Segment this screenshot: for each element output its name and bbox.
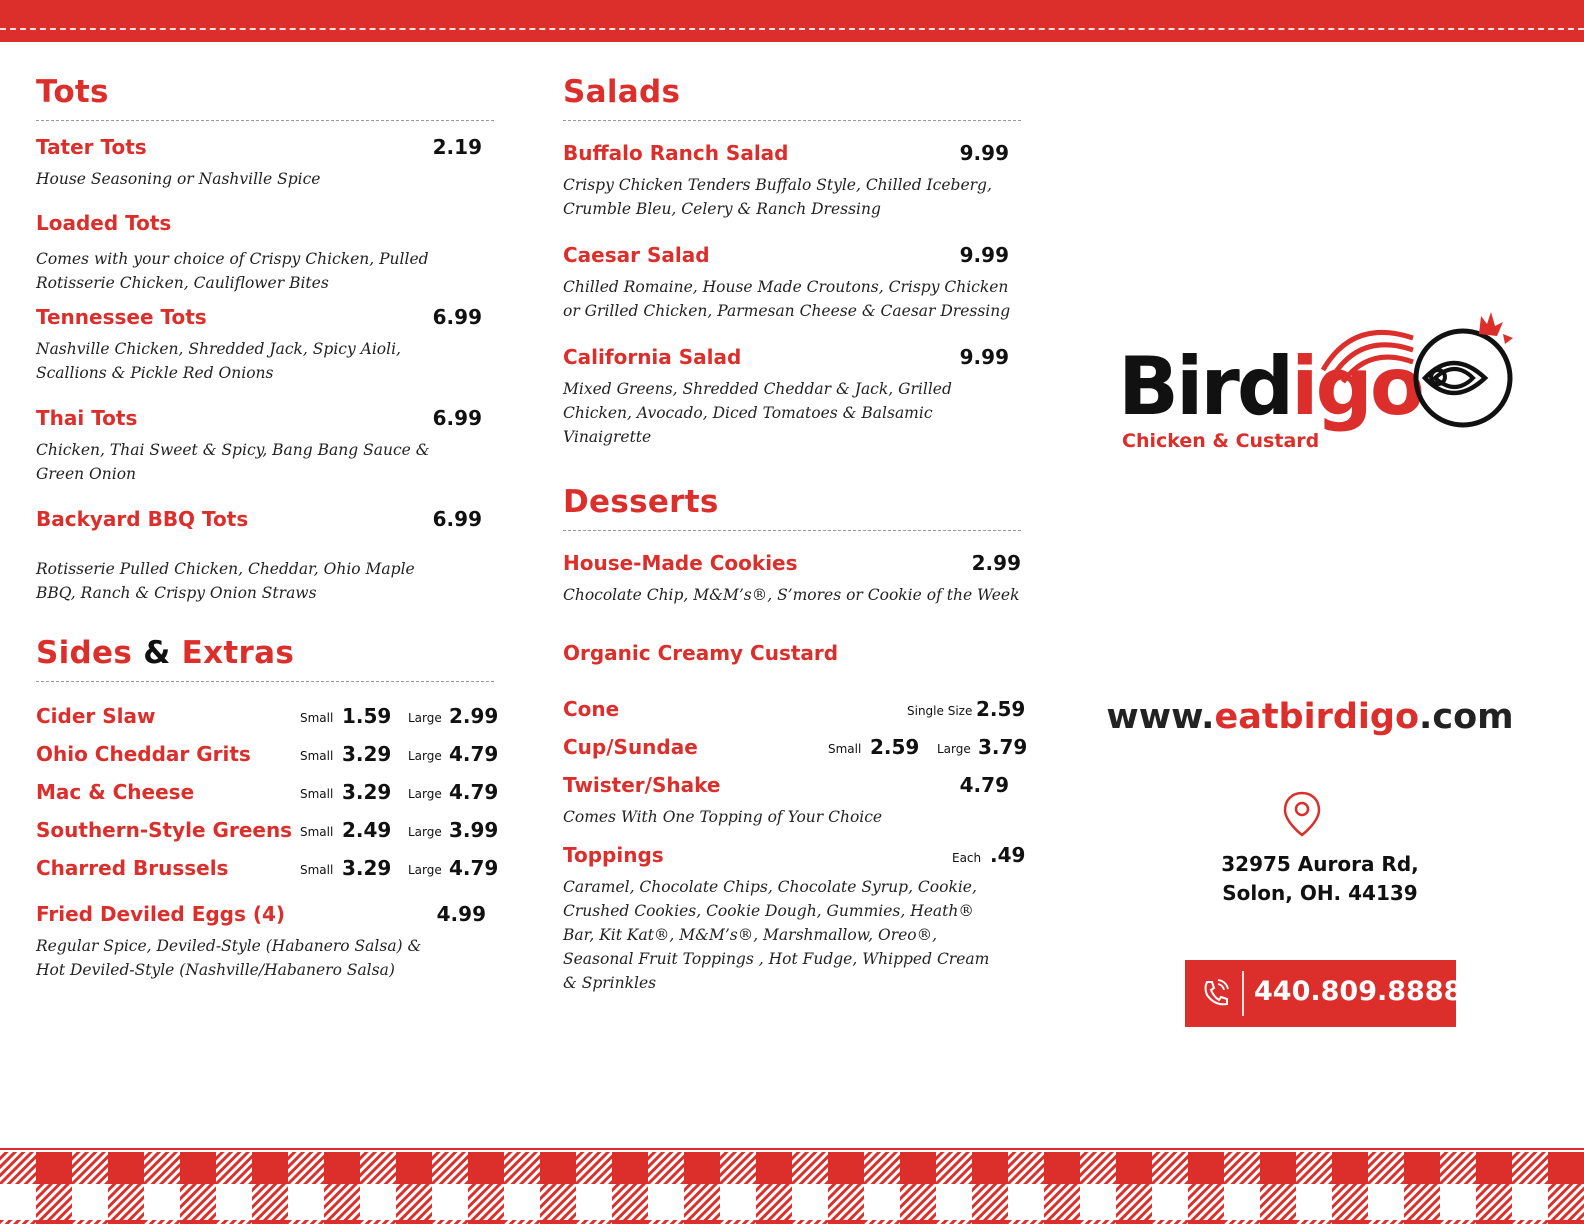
- section-title-salads: Salads: [563, 74, 681, 110]
- section-title-tots: Tots: [36, 74, 109, 110]
- small-label: Small: [300, 787, 334, 801]
- small-label: Small: [300, 825, 334, 839]
- item-price: 4.79: [959, 773, 1009, 797]
- item-price: 6.99: [432, 406, 482, 430]
- title-word: Extras: [181, 635, 295, 671]
- item-price: 9.99: [959, 243, 1009, 267]
- item-description: House Seasoning or Nashville Spice: [36, 170, 321, 188]
- item-description: Caramel, Chocolate Chips, Chocolate Syrup, Cookie, Crushed Cookies, Cookie Dough, Gummies, Heath® Bar, Kit Kat®, M&M’s®, Marshmallow, Oreo®, Seasonal Fruit Toppings , Hot Fudge, Whipped Cream & Sprinkles: [563, 878, 990, 992]
- section-title-sides-extras: [36, 631, 494, 675]
- large-label: Large: [408, 863, 442, 877]
- menu-item-tater-tots: [36, 131, 494, 207]
- phone-number: 440.809.8888: [1254, 976, 1463, 1007]
- item-name: Backyard BBQ Tots: [36, 507, 249, 531]
- menu-item-buffalo-ranch-salad: [563, 141, 1021, 243]
- address-line-1: 32975 Aurora Rd,: [1221, 852, 1419, 876]
- url-main: eatbirdigo: [1214, 697, 1420, 737]
- large-price: 4.79: [449, 856, 499, 880]
- large-price: 4.79: [449, 742, 499, 766]
- small-label: Small: [300, 711, 334, 725]
- item-name: Charred Brussels: [36, 856, 229, 880]
- menu-item-mac-cheese: [36, 774, 499, 812]
- item-price: 2.59: [976, 697, 1026, 721]
- item-name: Loaded Tots: [36, 211, 172, 235]
- brand-logo: [1118, 300, 1538, 470]
- small-label: Small: [300, 749, 334, 763]
- item-name: Tennessee Tots: [36, 305, 207, 329]
- large-price: 3.99: [449, 818, 499, 842]
- item-price: 2.99: [971, 551, 1021, 575]
- menu-item-cone: [563, 691, 1026, 729]
- item-description: Nashville Chicken, Shredded Jack, Spicy Aioli, Scallions & Pickle Red Onions: [36, 340, 401, 382]
- menu-item-tennessee-tots: [36, 301, 494, 402]
- item-name: Cup/Sundae: [563, 735, 698, 759]
- item-name: House-Made Cookies: [563, 551, 798, 575]
- each-label: Each: [952, 851, 982, 865]
- logo-word-black: Bird: [1118, 340, 1292, 433]
- menu-item-backyard-bbq-tots: [36, 503, 494, 613]
- section-divider: [563, 120, 1021, 121]
- item-price: .49: [990, 843, 1026, 867]
- item-name: Caesar Salad: [563, 243, 710, 267]
- item-description: Chilled Romaine, House Made Croutons, Crispy Chicken or Grilled Chicken, Parmesan Cheese & Caesar Dressing: [563, 278, 1011, 320]
- small-label: Small: [300, 863, 334, 877]
- menu-item-toppings: [563, 843, 1026, 995]
- top-banner: [0, 0, 1584, 42]
- gingham-border: [0, 1148, 1584, 1224]
- item-price: 9.99: [959, 345, 1009, 369]
- item-name: Cider Slaw: [36, 704, 156, 728]
- menu-item-southern-style-greens: [36, 812, 499, 850]
- phone-button[interactable]: [1185, 960, 1463, 1027]
- small-label: Small: [828, 742, 862, 756]
- title-word: Sides: [36, 635, 133, 671]
- large-label: Large: [408, 787, 442, 801]
- large-price: 2.99: [449, 704, 499, 728]
- item-name: Ohio Cheddar Grits: [36, 742, 251, 766]
- logo-word-red: igo: [1291, 340, 1422, 433]
- item-name: Cone: [563, 697, 620, 721]
- large-label: Large: [408, 749, 442, 763]
- title-ampersand: &: [143, 635, 171, 671]
- large-label: Large: [937, 742, 971, 756]
- menu-item-cider-slaw: [36, 698, 499, 736]
- item-price: 4.99: [436, 902, 486, 926]
- item-description: Chocolate Chip, M&M’s®, S’mores or Cookie of the Week: [563, 586, 1020, 604]
- small-price: 3.29: [342, 856, 392, 880]
- item-name: Mac & Cheese: [36, 780, 195, 804]
- item-description: Comes With One Topping of Your Choice: [563, 808, 883, 826]
- menu-item-cup-sundae: [563, 729, 1028, 767]
- middle-column: [563, 70, 1028, 995]
- item-description: Regular Spice, Deviled-Style (Habanero Salsa) & Hot Deviled-Style (Nashville/Habanero Salsa): [36, 937, 422, 979]
- item-description: Rotisserie Pulled Chicken, Cheddar, Ohio Maple BBQ, Ranch & Crispy Onion Straws: [36, 560, 415, 602]
- url-suffix: .com: [1419, 697, 1514, 737]
- small-price: 3.29: [342, 742, 392, 766]
- section-divider: [36, 120, 494, 121]
- menu-item-twister-shake: [563, 767, 1021, 843]
- large-price: 3.79: [978, 735, 1028, 759]
- small-price: 2.59: [870, 735, 920, 759]
- item-price: 6.99: [432, 305, 482, 329]
- small-price: 2.49: [342, 818, 392, 842]
- menu-item-caesar-salad: [563, 243, 1021, 345]
- item-description: Crispy Chicken Tenders Buffalo Style, Chilled Iceberg, Crumble Bleu, Celery & Ranch Dressing: [563, 176, 992, 218]
- website-url[interactable]: [1100, 697, 1520, 737]
- item-name: California Salad: [563, 345, 742, 369]
- url-prefix: www.: [1106, 697, 1215, 737]
- address-line-2: Solon, OH. 44139: [1222, 881, 1418, 905]
- item-name: Toppings: [563, 843, 664, 867]
- item-name: Buffalo Ranch Salad: [563, 141, 789, 165]
- section-title-desserts: Desserts: [563, 484, 719, 520]
- phone-icon: [1201, 978, 1229, 1008]
- item-description: Comes with your choice of Crispy Chicken, Pulled Rotisserie Chicken, Cauliflower Bites: [36, 250, 429, 292]
- sides-list: [36, 698, 499, 888]
- logo-tagline: Chicken & Custard: [1122, 430, 1320, 452]
- item-description: Mixed Greens, Shredded Cheddar & Jack, Grilled Chicken, Avocado, Diced Tomatoes & Balsamic Vinaigrette: [563, 380, 952, 446]
- section-divider: [563, 530, 1021, 531]
- phone-divider: [1242, 971, 1244, 1016]
- item-name: Twister/Shake: [563, 773, 721, 797]
- large-label: Large: [408, 711, 442, 725]
- section-divider: [36, 681, 494, 682]
- single-size-label: Single Size: [907, 704, 973, 718]
- stitch-line: [0, 28, 1584, 30]
- item-name: Thai Tots: [36, 406, 138, 430]
- item-price: 6.99: [432, 507, 482, 531]
- menu-item-house-made-cookies: [563, 551, 1021, 641]
- item-name: Fried Deviled Eggs (4): [36, 902, 286, 926]
- left-column: [36, 70, 499, 982]
- item-price: 9.99: [959, 141, 1009, 165]
- large-price: 4.79: [449, 780, 499, 804]
- address: [1120, 850, 1520, 908]
- item-name: Southern-Style Greens: [36, 818, 293, 842]
- menu-item-fried-deviled-eggs: [36, 902, 494, 982]
- small-price: 1.59: [342, 704, 392, 728]
- menu-item-loaded-tots: [36, 207, 494, 301]
- menu-item-california-salad: [563, 345, 1021, 480]
- location-pin-icon: [1282, 790, 1322, 838]
- small-price: 3.29: [342, 780, 392, 804]
- subsection-title-custard: Organic Creamy Custard: [563, 641, 839, 665]
- item-name: Tater Tots: [36, 135, 147, 159]
- item-description: Chicken, Thai Sweet & Spicy, Bang Bang Sauce & Green Onion: [36, 441, 430, 483]
- chicken-logo-icon: [1313, 300, 1533, 440]
- menu-item-thai-tots: [36, 402, 494, 503]
- menu-item-ohio-cheddar-grits: [36, 736, 499, 774]
- large-label: Large: [408, 825, 442, 839]
- item-price: 2.19: [432, 135, 482, 159]
- menu-item-charred-brussels: [36, 850, 499, 888]
